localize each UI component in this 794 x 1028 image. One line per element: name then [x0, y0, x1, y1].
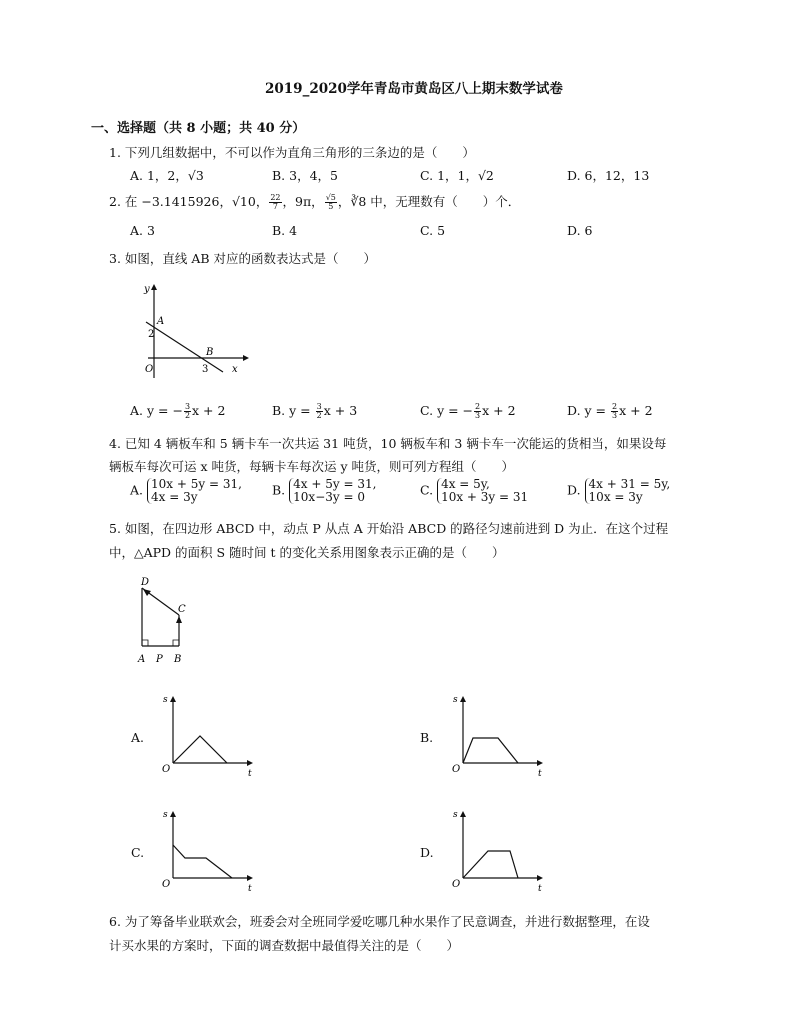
question-1-stem: 1. 下列几组数据中，不可以作为直角三角形的三条边的是（ ） [109, 145, 475, 160]
q1-option-d: D. 6，12，13 [567, 168, 650, 183]
q3-tick-3: 3 [202, 364, 209, 375]
q3-b-den: 2 [316, 411, 322, 420]
q5a-t-label: t [248, 769, 252, 779]
q3-tick-2: 2 [148, 329, 155, 340]
q2-fraction-22-7 [269, 194, 281, 211]
question-6-line2: 计买水果的方案时，下面的调查数据中最值得关注的是（ ） [109, 938, 460, 953]
q3-point-b-label: B [206, 347, 214, 358]
q5a-s-label: s [163, 695, 168, 705]
q4-c-system [437, 478, 528, 504]
q3-a-pre: A. y = − [130, 403, 183, 418]
q3-line-graph-figure [128, 280, 253, 380]
q4-d-label: D. [567, 482, 581, 498]
q1-option-a: A. 1，2，√3 [130, 168, 204, 183]
q5-option-a-label: A. [131, 730, 145, 745]
q5-quadrilateral-figure [132, 573, 202, 668]
q4-a-label: A. [130, 482, 144, 498]
q4-option-d [567, 478, 670, 504]
q3-a-frac [184, 403, 191, 420]
q3-a-post: x + 2 [192, 403, 226, 418]
q5-point-d: D [141, 577, 150, 588]
q3-b-post: x + 3 [323, 403, 358, 418]
q4-b-label: B. [272, 482, 286, 498]
q3-option-b [272, 403, 357, 420]
q5-point-p: P [156, 654, 163, 665]
q5-option-b-graph [450, 690, 550, 780]
question-5-line1: 5. 如图，在四边形 ABCD 中，动点 P 从点 A 开始沿 ABCD 的路径匀速前进到 D 为止．在这个过程 [109, 521, 669, 536]
question-6-line1: 6. 为了筹备毕业联欢会，班委会对全班同学爱吃哪几种水果作了民意调查，并进行数据整理，在设 [109, 914, 650, 929]
q5a-origin: O [162, 764, 171, 775]
q3-d-num: 2 [612, 402, 618, 411]
q5b-s-label: s [453, 695, 458, 705]
q4-b-eq1: 4x + 5y = 31, [293, 477, 377, 491]
q5-option-c-graph [160, 805, 260, 895]
q5-point-b: B [174, 654, 182, 665]
q3-d-post: x + 2 [619, 403, 653, 418]
q4-option-a [130, 478, 242, 504]
q4-c-eq1: 4x = 5y, [441, 477, 490, 491]
q4-c-label: C. [420, 482, 434, 498]
q4-a-eq2: 4x = 3y [151, 490, 198, 504]
q2-frac-num: 22 [270, 193, 281, 202]
q5-option-d-label: D. [420, 845, 434, 860]
question-4-line1: 4. 已知 4 辆板车和 5 辆卡车一次共运 31 吨货，10 辆板车和 3 辆卡车一次能运的货相当，如果设每 [109, 436, 667, 451]
q3-c-post: x + 2 [482, 403, 516, 418]
question-3-stem: 3. 如图，直线 AB 对应的函数表达式是（ ） [109, 251, 377, 266]
q3-c-den: 3 [475, 411, 481, 420]
q4-d-eq2: 10x = 3y [588, 490, 643, 504]
q5c-s-label: s [163, 810, 168, 820]
q3-c-frac [474, 403, 481, 420]
q4-option-c [420, 478, 528, 504]
q3-option-a [130, 403, 225, 420]
q2-frac-den: 7 [272, 202, 278, 211]
q2-option-c: C. 5 [420, 223, 446, 238]
q5-option-d-graph [450, 805, 550, 895]
q4-option-b [272, 478, 376, 504]
q3-b-num: 3 [316, 402, 322, 411]
q4-a-system [147, 478, 242, 504]
q1-option-c: C. 1，1，√2 [420, 168, 494, 183]
q5b-t-label: t [538, 769, 542, 779]
q2-stem-part3: ，∛8 中，无理数有（ ）个． [337, 194, 521, 209]
q3-a-num: 3 [184, 402, 191, 411]
q5b-origin: O [452, 764, 461, 775]
q5d-t-label: t [538, 884, 542, 894]
q5-option-b-label: B. [420, 730, 434, 745]
q3-d-frac [611, 403, 618, 420]
q5d-origin: O [452, 879, 461, 890]
q2-frac2-den: 5 [328, 202, 334, 211]
q4-d-system [585, 478, 671, 504]
q2-fraction-sqrt5-5 [325, 194, 337, 211]
q3-point-a-label: A [157, 316, 165, 327]
q4-a-eq1: 10x + 5y = 31, [151, 477, 242, 491]
q3-c-num: 2 [475, 402, 481, 411]
question-5-line2: 中，△APD 的面积 S 随时间 t 的变化关系用图象表示正确的是（ ） [109, 545, 505, 560]
q2-stem-part2: ，9π， [282, 194, 324, 209]
q3-option-c [420, 403, 516, 420]
q3-x-axis-label: x [232, 364, 238, 375]
q2-frac2-num: √5 [325, 193, 336, 202]
q3-d-pre: D. y = [567, 403, 611, 418]
q2-option-b: B. 4 [272, 223, 298, 238]
q4-b-eq2: 10x−3y = 0 [293, 490, 365, 504]
q1-option-b: B. 3，4，5 [272, 168, 338, 183]
q2-option-d: D. 6 [567, 223, 593, 238]
q3-origin-label: O [145, 364, 154, 375]
q3-d-den: 3 [612, 411, 618, 420]
q5-point-a: A [138, 654, 146, 665]
q5-point-c: C [178, 604, 186, 615]
q4-c-eq2: 10x + 3y = 31 [441, 490, 529, 504]
q4-b-system [289, 478, 376, 504]
question-4-line2: 辆板车每次可运 x 吨货，每辆卡车每次运 y 吨货，则可列方程组（ ） [109, 459, 515, 474]
q3-b-frac [316, 403, 323, 420]
q5-option-a-graph [160, 690, 260, 780]
q3-option-d [567, 403, 653, 420]
q2-stem-part1: 2. 在 −3.1415926，√10， [109, 194, 269, 209]
q5-option-c-label: C. [131, 845, 145, 860]
q4-d-eq1: 4x + 31 = 5y, [588, 477, 671, 491]
q3-a-den: 2 [184, 411, 191, 420]
q3-c-pre: C. y = − [420, 403, 474, 418]
section-heading: 一、选择题（共 8 小题；共 40 分） [91, 121, 306, 136]
question-2-stem [109, 192, 520, 211]
page-title: 2019_2020学年青岛市黄岛区八上期末数学试卷 [265, 81, 563, 97]
q3-y-axis-label: y [144, 284, 150, 295]
q3-b-pre: B. y = [272, 403, 315, 418]
q5c-t-label: t [248, 884, 252, 894]
q5d-s-label: s [453, 810, 458, 820]
q5c-origin: O [162, 879, 171, 890]
q2-option-a: A. 3 [130, 223, 155, 238]
